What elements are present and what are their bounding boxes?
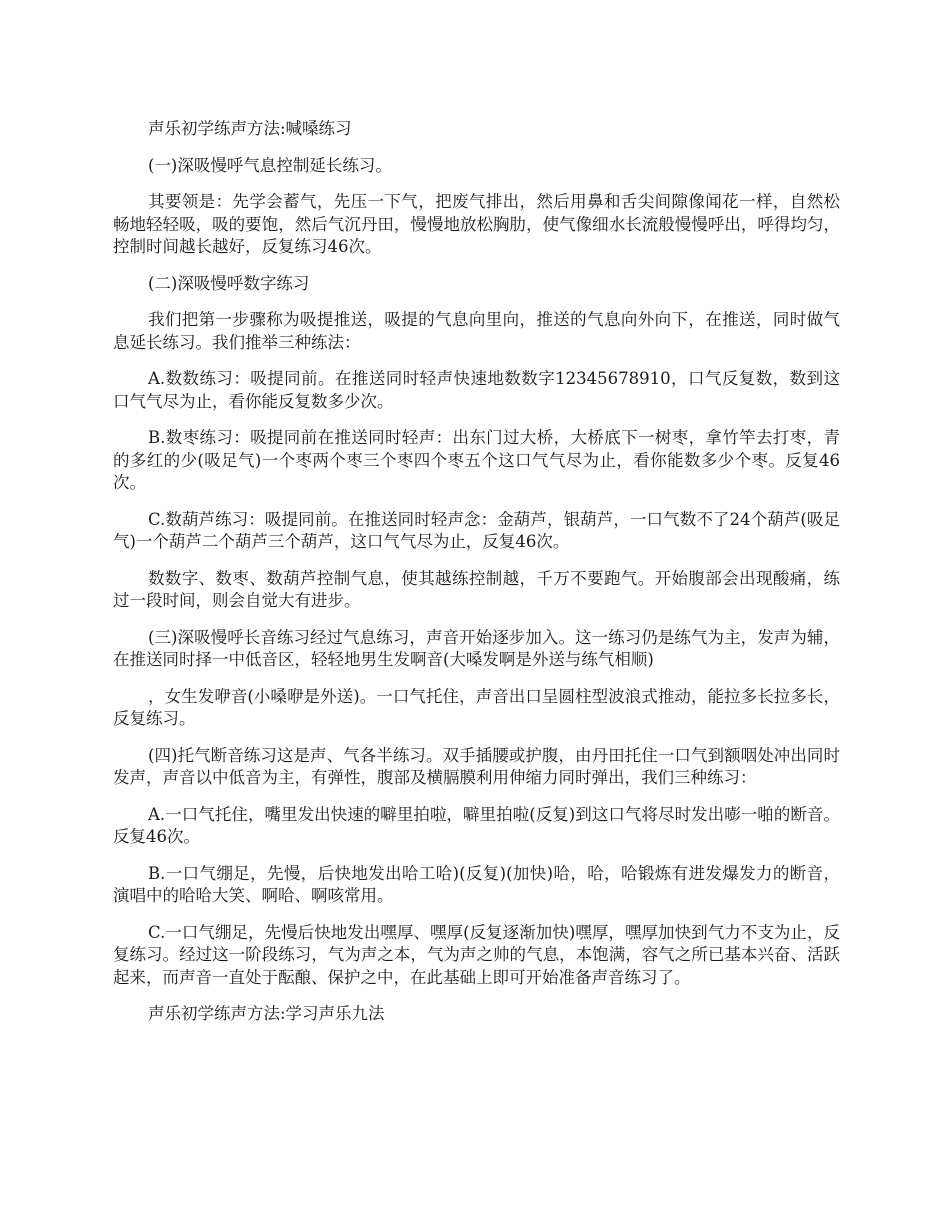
list-item: C.一口气绷足，先慢后快地发出嘿厚、嘿厚(反复逐渐加快)嘿厚，嘿厚加快到气力不支为止，反复练习。经过这一阶段练习，气为声之本，气为声之帅的气息，本饱满，容气之所已基本兴奋、活跃起来，而声音一直处于酝酿、保护之中，在此基础上即可开始准备声音练习了。 bbox=[113, 922, 840, 987]
body-paragraph: 我们把第一步骤称为吸提推送，吸提的气息向里向，推送的气息向外向下，在推送，同时做气息延长练习。我们推举三种练法： bbox=[113, 310, 840, 352]
body-paragraph: ，女生发咿音(小嗓咿是外送)。一口气托住，声音出口呈圆柱型波浪式推动，能拉多长拉多长，反复练习。 bbox=[113, 686, 840, 728]
list-item: B.一口气绷足，先慢，后快地发出哈工哈)(反复)(加快)哈，哈，哈锻炼有进发爆发力的断音，演唱中的哈哈大笑、啊哈、啊咳常用。 bbox=[113, 863, 840, 905]
body-paragraph: 其要领是：先学会蓄气，先压一下气，把废气排出，然后用鼻和舌尖间隙像闻花一样，自然松畅地轻轻吸，吸的要饱，然后气沉丹田，慢慢地放松胸肋，使气像细水长流般慢慢呼出，呼得均匀，控制时间越长越好，反复练习46次。 bbox=[113, 192, 840, 256]
body-paragraph: 数数字、数枣、数葫芦控制气息，使其越练控制越，千万不要跑气。开始腹部会出现酸痛，练过一段时间，则会自觉大有进步。 bbox=[113, 568, 840, 610]
list-item: C.数葫芦练习：吸提同前。在推送同时轻声念：金葫芦，银葫芦，一口气数不了24个葫芦(吸足气)一个葫芦二个葫芦三个葫芦，这口气气尽为止，反复46次。 bbox=[113, 509, 840, 551]
list-item: A.一口气托住，嘴里发出快速的噼里拍啦，噼里拍啦(反复)到这口气将尽时发出嘭一啪的断音。反复46次。 bbox=[113, 804, 840, 846]
section-title: 声乐初学练声方法:喊嗓练习 bbox=[148, 119, 352, 138]
section-title: 声乐初学练声方法:学习声乐九法 bbox=[148, 1004, 385, 1023]
document-page bbox=[113, 118, 840, 1040]
subsection-heading: (一)深吸慢呼气息控制延长练习。 bbox=[148, 155, 392, 175]
subsection-heading: (二)深吸慢呼数字练习 bbox=[148, 273, 310, 293]
subsection-paragraph: (三)深吸慢呼长音练习经过气息练习，声音开始逐步加入。这一练习仍是练气为主，发声为辅，在推送同时择一中低音区，轻轻地男生发啊音(大嗓发啊是外送与练气相顺) bbox=[113, 627, 840, 669]
list-item: B.数枣练习：吸提同前在推送同时轻声：出东门过大桥，大桥底下一树枣，拿竹竿去打枣，青的多红的少(吸足气)一个枣两个枣三个枣四个枣五个这口气气尽为止，看你能数多少个枣。反复46次。 bbox=[113, 428, 840, 492]
subsection-paragraph: (四)托气断音练习这是声、气各半练习。双手插腰或护腹，由丹田托住一口气到额咽处冲出同时发声，声音以中低音为主，有弹性，腹部及横膈膜利用伸缩力同时弹出，我们三种练习： bbox=[113, 745, 840, 787]
list-item: A.数数练习：吸提同前。在推送同时轻声快速地数数字12345678910，口气反复数，数到这口气气尽为止，看你能反复数多少次。 bbox=[113, 369, 840, 411]
